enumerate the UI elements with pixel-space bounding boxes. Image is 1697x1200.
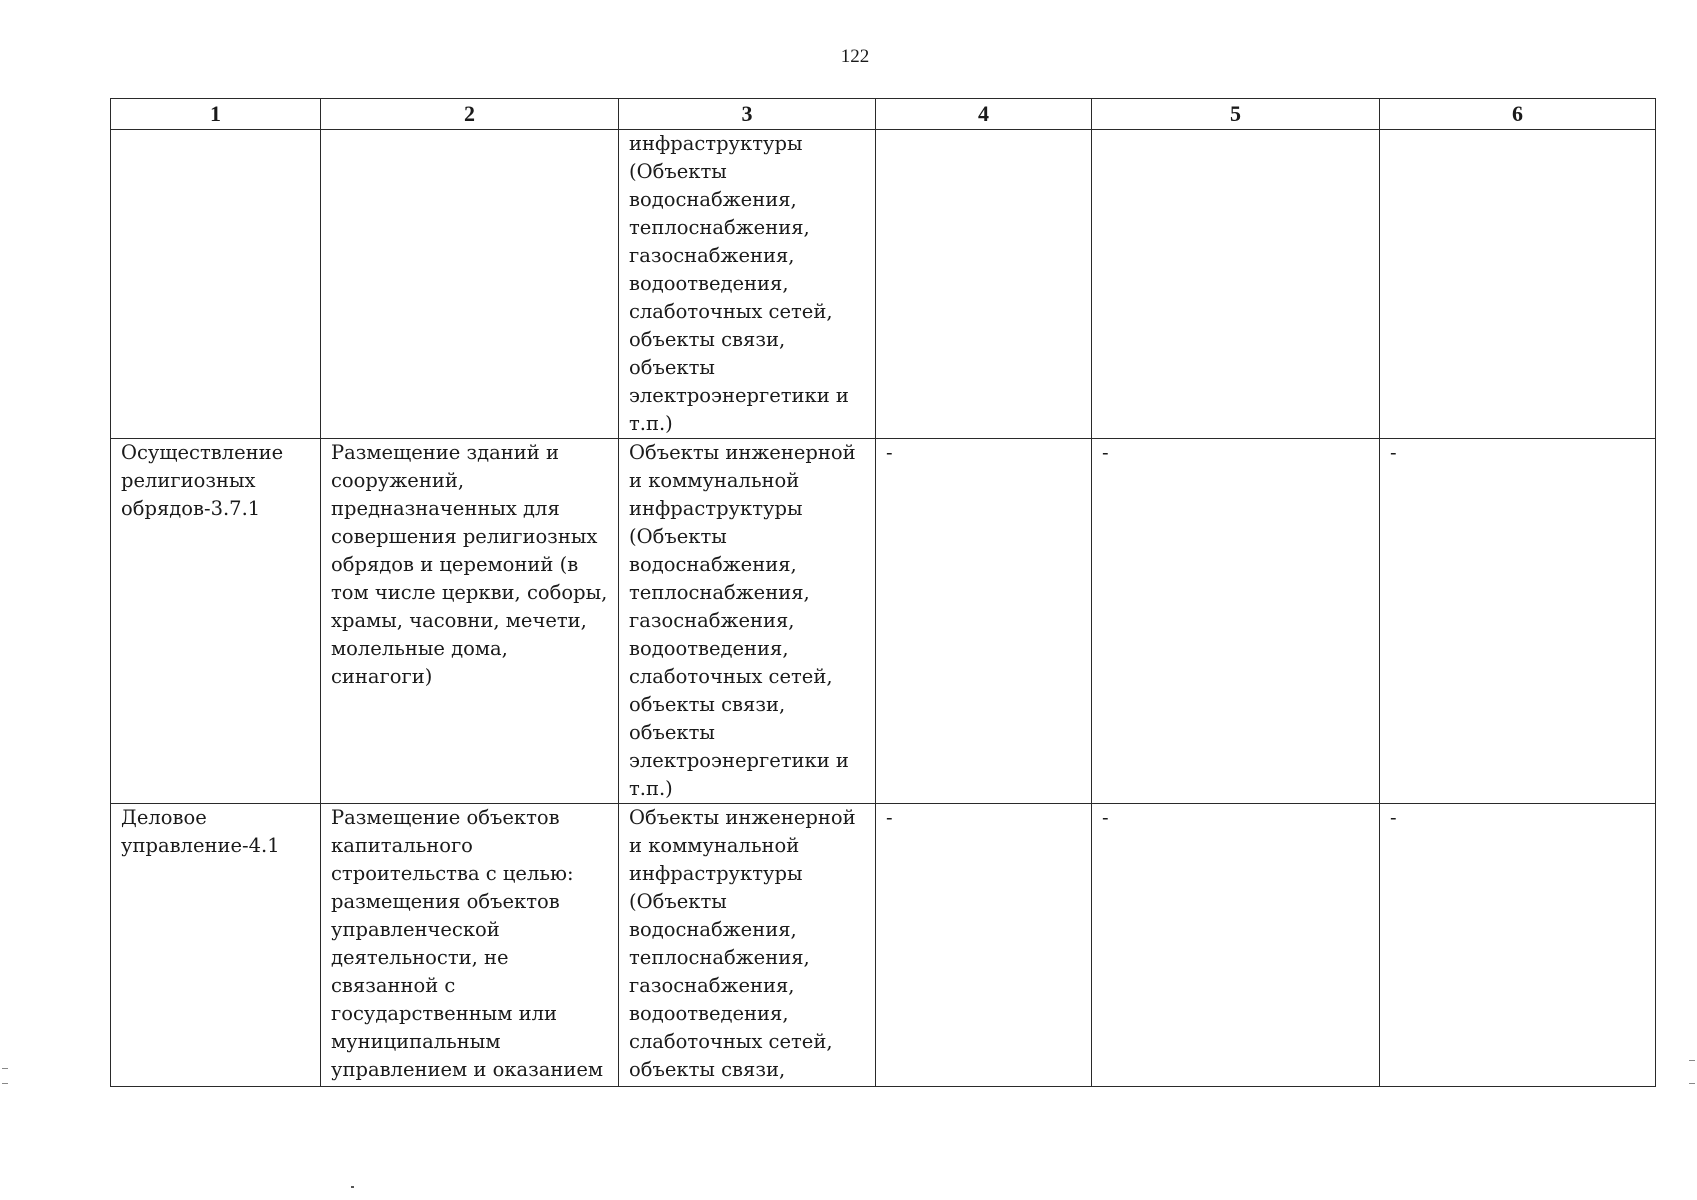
scan-edge-mark [2,1068,8,1084]
table-cell [321,439,619,804]
empty-value-dash: - [886,441,893,464]
table-row [111,439,1656,804]
table-cell [876,439,1092,804]
table-row-continuation [111,130,1656,439]
land-use-description: Размещение зданий и сооружений, предназначенных для совершения религиозных обрядов и церемоний (в том числе церкви, соборы, храмы, часовни, мечети, молельные дома, синагоги) [331,441,608,688]
column-header-5: 5 [1092,99,1380,130]
table-cell [111,804,321,1087]
table-cell [619,804,876,1087]
table-cell [1092,804,1380,1087]
utility-objects-text: инфраструктуры (Объекты водоснабжения, теплоснабжения, газоснабжения, водоотведения, слаботочных сетей, объекты связи, объекты электроэнергетики и т.п.) [629,132,849,435]
table-cell [876,130,1092,439]
table-cell [619,439,876,804]
scan-speck [351,1186,354,1188]
table-header-row [111,99,1656,130]
utility-objects-text: Объекты инженерной и коммунальной инфраструктуры (Объекты водоснабжения, теплоснабжения, газоснабжения, водоотведения, слаботочных сетей, объекты связи, объекты электроэнергетики и т.п.) [629,441,856,800]
column-header-3: 3 [619,99,876,130]
table-cell [876,804,1092,1087]
table-cell [1092,130,1380,439]
column-header-1: 1 [111,99,321,130]
table-row [111,804,1656,1087]
empty-value-dash: - [886,806,893,829]
empty-value-dash: - [1102,806,1109,829]
land-use-type: Деловое управление-4.1 [121,806,280,857]
column-header-2: 2 [321,99,619,130]
table-cell [1380,130,1656,439]
table-cell [111,439,321,804]
zoning-table [110,98,1656,1087]
table-cell [1092,439,1380,804]
page-number: 122 [840,46,870,67]
utility-objects-text: Объекты инженерной и коммунальной инфраструктуры (Объекты водоснабжения, теплоснабжения, газоснабжения, водоотведения, слаботочных сетей, объекты связи, [629,806,856,1081]
table-cell [321,130,619,439]
land-use-type: Осуществление религиозных обрядов-3.7.1 [121,441,284,520]
column-header-6: 6 [1380,99,1656,130]
table-cell [1380,804,1656,1087]
scan-edge-mark [1689,1060,1695,1084]
land-use-description: Размещение объектов капитального строительства с целью: размещения объектов управленческой деятельности, не связанной с государственным или муниципальным управлением и оказанием [331,806,604,1081]
table-cell [321,804,619,1087]
empty-value-dash: - [1102,441,1109,464]
empty-value-dash: - [1390,806,1397,829]
table-cell [619,130,876,439]
table-cell [111,130,321,439]
column-header-4: 4 [876,99,1092,130]
table-cell [1380,439,1656,804]
empty-value-dash: - [1390,441,1397,464]
